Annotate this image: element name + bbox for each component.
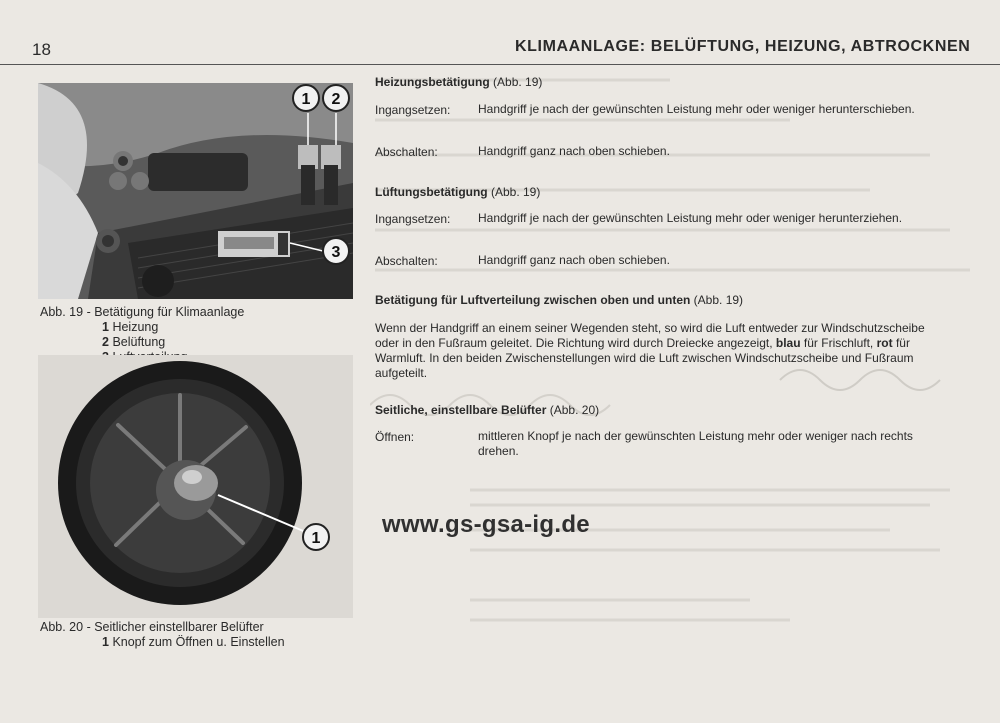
section-title-side-vents: Seitliche, einstellbare Belüfter (Abb. 20) (375, 403, 600, 417)
callout-2: 2 (331, 91, 341, 108)
callout-3: 3 (331, 244, 341, 261)
term-description: Handgriff je nach der gewünschten Leistung mehr oder weniger herunterziehen. (478, 211, 903, 225)
section-title-distribution: Betätigung für Luftverteilung zwischen oben und unten (Abb. 19) (375, 293, 744, 307)
figure-20-caption (40, 620, 285, 650)
term-description: Handgriff ganz nach oben schieben. (478, 253, 670, 267)
distribution-paragraph: Wenn der Handgriff an einem seiner Wegenden steht, so wird die Luft entweder zur Windschutzscheibe oder in den Fußraum geleitet. Die Richtung wird durch Dreiecke angezeigt, blau für Frischluft, rot für Warmluft. In den beiden Zwischenstellungen wird die Luft zwischen Windschutzscheibe und Fußraum aufgeteilt. (375, 321, 925, 380)
term-label: Ingangsetzen: (375, 212, 451, 226)
section-title-ventilation: Lüftungsbetätigung (Abb. 19) (375, 185, 541, 199)
term-label: Öffnen: (375, 430, 415, 444)
term-description: Handgriff je nach der gewünschten Leistung mehr oder weniger herunterschieben. (478, 102, 915, 116)
term-description: Handgriff ganz nach oben schieben. (478, 144, 670, 158)
callout-1: 1 (301, 91, 311, 108)
term-label: Abschalten: (375, 254, 438, 268)
caption-label: Abb. 20 - Seitlicher einstellbarer Belüfter (40, 620, 264, 634)
figure-19-photo (38, 83, 353, 299)
air-vent-illustration (38, 355, 353, 618)
caption-item: 2 Belüftung (102, 335, 166, 349)
header-rule (0, 64, 1000, 65)
term-label: Ingangsetzen: (375, 103, 451, 117)
caption-label: Abb. 19 - Betätigung für Klimaanlage (40, 305, 245, 319)
page-number: 18 (32, 40, 51, 59)
term-description: mittleren Knopf je nach der gewünschten Leistung mehr oder weniger nach rechts drehen. (478, 429, 913, 458)
callout-1: 1 (311, 530, 321, 547)
section-title-heating: Heizungsbetätigung (Abb. 19) (375, 75, 543, 89)
page-header: KLIMAANLAGE: BELÜFTUNG, HEIZUNG, ABTROCKNEN (515, 38, 971, 55)
caption-item: 1 Knopf zum Öffnen u. Einstellen (102, 635, 285, 649)
dashboard-controls-illustration (38, 83, 353, 299)
figure-20-photo (38, 355, 353, 618)
caption-item: 1 Heizung (102, 320, 159, 334)
watermark-url: www.gs-gsa-ig.de (382, 511, 590, 538)
term-label: Abschalten: (375, 145, 438, 159)
